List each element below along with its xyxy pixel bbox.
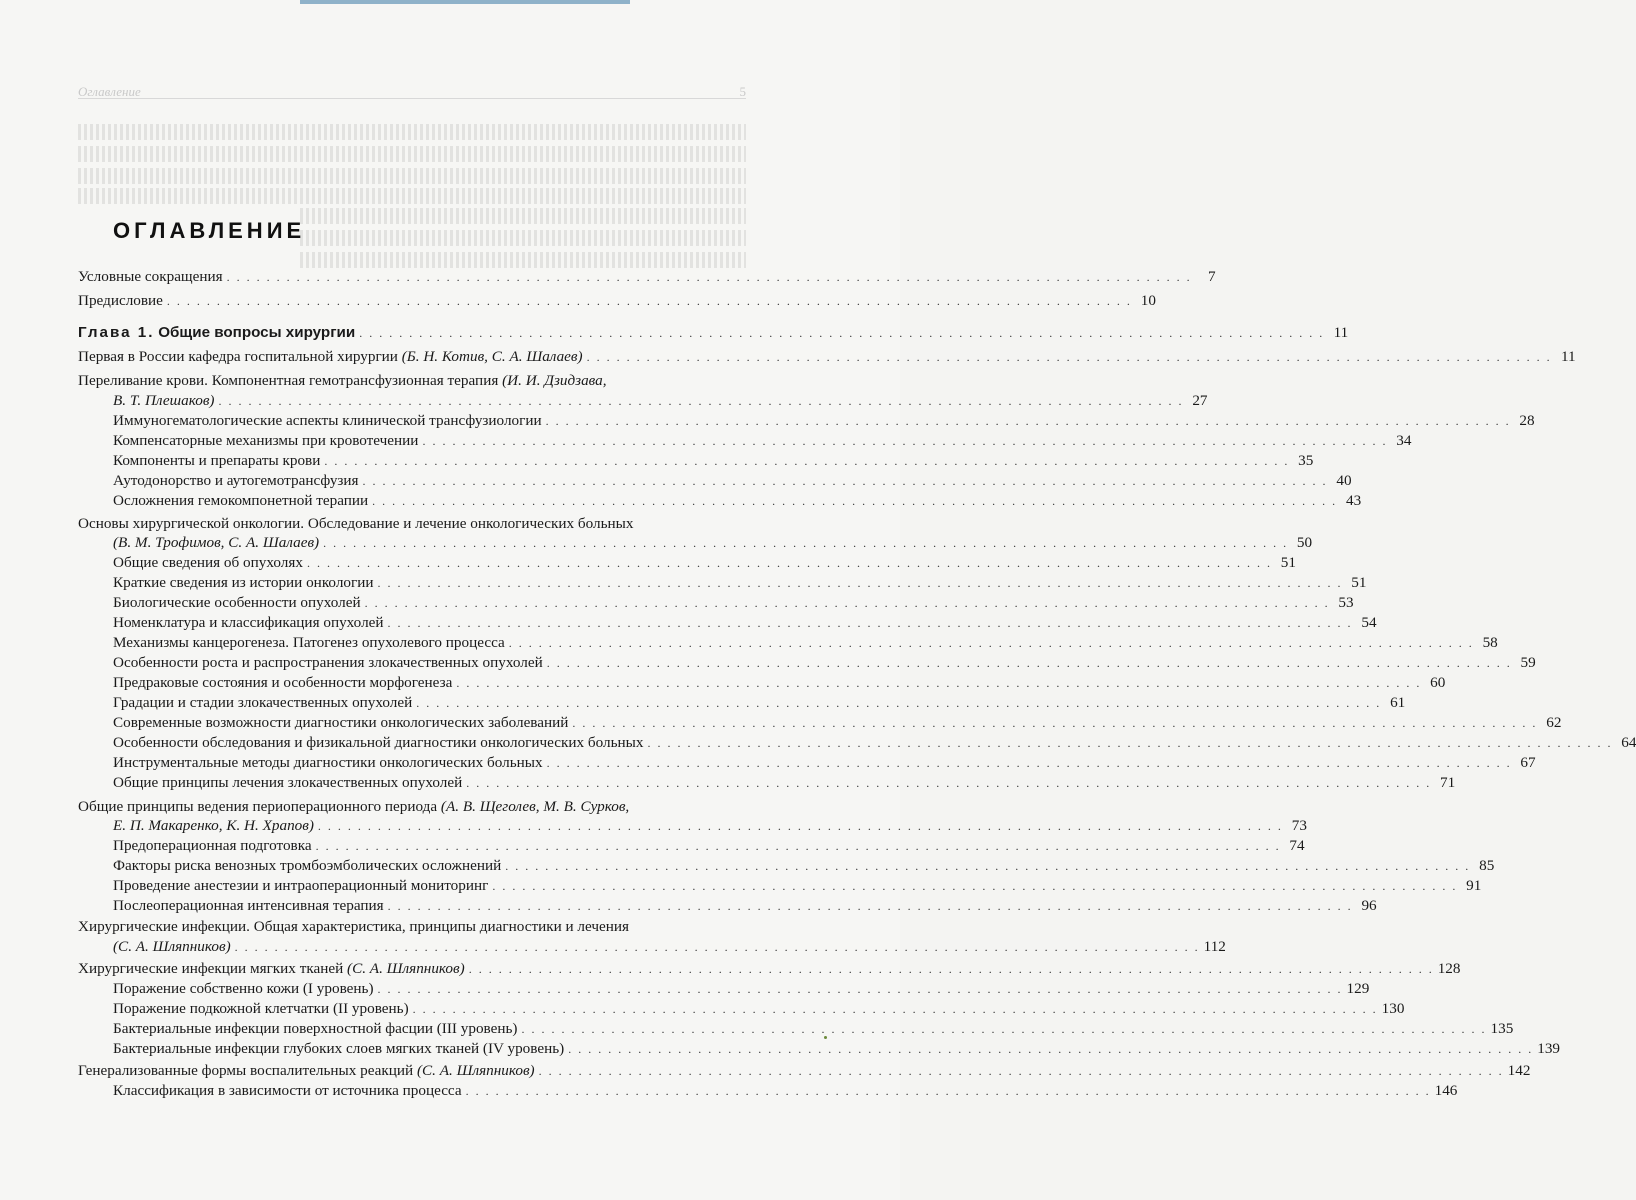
chapter-title: Общие вопросы хирургии bbox=[158, 324, 356, 341]
dot-leader bbox=[388, 895, 1353, 917]
dot-leader bbox=[219, 390, 1184, 412]
toc-subentry[interactable] bbox=[113, 490, 1362, 512]
toc-subentry[interactable] bbox=[113, 712, 1562, 734]
toc-subentry[interactable] bbox=[113, 470, 1352, 492]
show-through-header-left: Оглавление bbox=[78, 84, 141, 99]
toc-subentry[interactable] bbox=[113, 450, 1314, 472]
toc-entry-page: 91 bbox=[1466, 877, 1482, 894]
toc-entry-line1[interactable] bbox=[78, 370, 746, 392]
toc-subentry[interactable] bbox=[113, 652, 1536, 674]
dot-leader bbox=[377, 572, 1342, 594]
dot-leader bbox=[539, 1060, 1504, 1082]
toc-entry-title: Факторы риска венозных тромбоэмболических осложнений bbox=[113, 857, 502, 874]
dot-leader bbox=[568, 1038, 1533, 1060]
dot-leader bbox=[235, 936, 1200, 958]
dot-leader bbox=[466, 772, 1431, 794]
toc-entry-page: 146 bbox=[1434, 1082, 1458, 1099]
toc-entry-title: Поражение подкожной клетчатки (II уровень) bbox=[113, 1000, 409, 1017]
toc-entry-page: 112 bbox=[1203, 938, 1226, 955]
toc-entry-title: Краткие сведения из истории онкологии bbox=[113, 574, 374, 591]
toc-entry-authors-cont: Е. П. Макаренко, К. Н. Храпов) bbox=[113, 817, 314, 834]
dot-leader bbox=[572, 712, 1537, 734]
dot-leader bbox=[587, 346, 1552, 368]
toc-entry-title: Поражение собственно кожи (I уровень) bbox=[113, 980, 374, 997]
toc-entry-title: Переливание крови. Компонентная гемотрансфузионная терапия bbox=[78, 372, 499, 389]
dot-leader bbox=[318, 815, 1283, 837]
toc-entry-page: 96 bbox=[1361, 897, 1377, 914]
toc-title: ОГЛАВЛЕНИЕ bbox=[113, 218, 306, 243]
toc-chapter-entry[interactable] bbox=[78, 322, 1349, 344]
toc-entry-title: Генерализованные формы воспалительных реакций bbox=[78, 1062, 414, 1079]
dot-leader bbox=[547, 652, 1512, 674]
toc-entry-authors: (А. В. Щеголев, М. В. Сурков, bbox=[440, 798, 630, 815]
dot-leader bbox=[324, 450, 1289, 472]
toc-subentry[interactable] bbox=[113, 732, 1636, 754]
toc-entry-line1[interactable] bbox=[78, 916, 746, 938]
toc-entry[interactable] bbox=[78, 958, 1461, 980]
toc-entry-title: Механизмы канцерогенеза. Патогенез опухолевого процесса bbox=[113, 634, 505, 651]
toc-entry-page: 130 bbox=[1381, 1000, 1405, 1017]
dot-leader bbox=[647, 732, 1612, 754]
toc-entry-page: 60 bbox=[1430, 674, 1446, 691]
toc-entry-page: 11 bbox=[1333, 324, 1349, 341]
toc-entry-title: Аутодонорство и аутогемотрансфузия bbox=[113, 472, 359, 489]
toc-entry-title: Биологические особенности опухолей bbox=[113, 594, 361, 611]
toc-entry-page: 61 bbox=[1390, 694, 1406, 711]
toc-entry-page: 27 bbox=[1192, 392, 1208, 409]
toc-entry-authors: (С. А. Шляпников) bbox=[416, 1062, 535, 1079]
toc-entry-page: 53 bbox=[1338, 594, 1354, 611]
toc-entry-page: 34 bbox=[1396, 432, 1412, 449]
show-through-header-right: 5 bbox=[739, 84, 746, 99]
toc-entry-page: 28 bbox=[1519, 412, 1535, 429]
toc-entry-page: 128 bbox=[1437, 960, 1461, 977]
toc-entry[interactable] bbox=[78, 346, 1576, 368]
dot-leader bbox=[413, 998, 1378, 1020]
dot-leader bbox=[466, 1080, 1431, 1102]
toc-subentry[interactable] bbox=[113, 632, 1498, 654]
dot-leader bbox=[323, 532, 1288, 554]
toc-subentry[interactable] bbox=[113, 692, 1406, 714]
toc-subentry[interactable] bbox=[113, 592, 1354, 614]
dot-leader bbox=[505, 855, 1470, 877]
dot-leader bbox=[363, 470, 1328, 492]
toc-entry-title: Компенсаторные механизмы при кровотечении bbox=[113, 432, 419, 449]
toc-entry[interactable] bbox=[78, 266, 1216, 288]
toc-entry-title: Современные возможности диагностики онкологических заболеваний bbox=[113, 714, 569, 731]
toc-entry-title: Инструментальные методы диагностики онкологических больных bbox=[113, 754, 543, 771]
toc-entry-page: 51 bbox=[1280, 554, 1296, 571]
toc-entry-title: Первая в России кафедра госпитальной хирургии bbox=[78, 348, 398, 365]
dot-leader bbox=[509, 632, 1474, 654]
toc-subentry[interactable] bbox=[113, 875, 1482, 897]
toc-subentry[interactable] bbox=[113, 612, 1377, 634]
toc-entry-page: 135 bbox=[1490, 1020, 1514, 1037]
toc-entry-page: 51 bbox=[1351, 574, 1367, 591]
print-speck bbox=[824, 1036, 827, 1039]
toc-entry-title: Проведение анестезии и интраоперационный мониторинг bbox=[113, 877, 489, 894]
dot-leader bbox=[492, 875, 1457, 897]
toc-subentry[interactable] bbox=[113, 835, 1305, 857]
toc-entry-page: 50 bbox=[1296, 534, 1313, 551]
toc-entry-page: 67 bbox=[1520, 754, 1536, 771]
toc-entry-line2[interactable] bbox=[113, 532, 1313, 554]
dot-leader bbox=[372, 490, 1337, 512]
dot-leader bbox=[388, 612, 1353, 634]
dot-leader bbox=[522, 1018, 1487, 1040]
toc-entry-title: Осложнения гемокомпонетной терапии bbox=[113, 492, 369, 509]
dot-leader bbox=[547, 752, 1512, 774]
toc-entry-authors: (С. А. Шляпников) bbox=[347, 960, 465, 977]
toc-entry-line2[interactable] bbox=[113, 815, 1307, 837]
toc-subentry[interactable] bbox=[113, 672, 1446, 694]
toc-entry-title: Особенности обследования и физикальной диагностики онкологических больных bbox=[113, 734, 644, 751]
dot-leader bbox=[422, 430, 1387, 452]
toc-entry-line2[interactable] bbox=[113, 390, 1208, 412]
dot-leader bbox=[456, 672, 1421, 694]
dot-leader bbox=[316, 835, 1281, 857]
toc-entry-page: 43 bbox=[1345, 492, 1362, 509]
toc-entry-page: 40 bbox=[1336, 472, 1352, 489]
toc-entry-line2[interactable] bbox=[113, 936, 1226, 958]
toc-subentry[interactable] bbox=[113, 572, 1367, 594]
toc-entry-title: Классификация в зависимости от источника процесса bbox=[113, 1082, 462, 1099]
toc-entry-title: Предоперационная подготовка bbox=[113, 837, 312, 854]
toc-entry-authors-cont: (С. А. Шляпников) bbox=[113, 938, 231, 955]
toc-entry-authors-cont: В. Т. Плешаков) bbox=[113, 392, 215, 409]
toc-entry-page: 142 bbox=[1507, 1062, 1531, 1079]
chapter-label: Глава 1. bbox=[78, 324, 155, 341]
toc-subentry[interactable] bbox=[113, 855, 1495, 877]
toc-subentry[interactable] bbox=[113, 895, 1377, 917]
dot-leader bbox=[365, 592, 1330, 614]
toc-entry-authors: (И. И. Дзидзава, bbox=[502, 372, 607, 389]
toc-entry-title: Номенклатура и классификация опухолей bbox=[113, 614, 384, 631]
toc-subentry[interactable] bbox=[113, 410, 1535, 432]
toc-entry-page: 74 bbox=[1289, 837, 1305, 854]
toc-entry-title: Бактериальные инфекции поверхностной фасции (III уровень) bbox=[113, 1020, 518, 1037]
dot-leader bbox=[227, 266, 1192, 288]
toc-entry-page: 58 bbox=[1482, 634, 1498, 651]
toc-subentry[interactable] bbox=[113, 1018, 1514, 1040]
toc-entry-title: Иммуногематологические аспекты клинической трансфузиологии bbox=[113, 412, 542, 429]
toc-entry-title: Общие принципы лечения злокачественных опухолей bbox=[113, 774, 463, 791]
toc-subentry[interactable] bbox=[113, 752, 1536, 774]
toc-entry-title: Хирургические инфекции мягких тканей bbox=[78, 960, 344, 977]
dot-leader bbox=[167, 290, 1132, 312]
toc-entry[interactable] bbox=[78, 1060, 1531, 1082]
toc-subentry[interactable] bbox=[113, 552, 1296, 574]
toc-entry-title: Общие сведения об опухолях bbox=[113, 554, 303, 571]
toc-entry-title: Особенности роста и распространения злокачественных опухолей bbox=[113, 654, 543, 671]
toc-entry-title: Бактериальные инфекции глубоких слоев мягких тканей (IV уровень) bbox=[113, 1040, 565, 1057]
toc-subentry[interactable] bbox=[113, 978, 1370, 1000]
toc-entry-page: 59 bbox=[1520, 654, 1536, 671]
toc-subentry[interactable] bbox=[113, 1038, 1560, 1060]
toc-entry[interactable] bbox=[78, 290, 1156, 312]
toc-entry-title: Предисловие bbox=[78, 292, 163, 309]
toc-entry-authors-cont: (В. М. Трофимов, С. А. Шалаев) bbox=[113, 534, 320, 551]
dot-leader bbox=[416, 692, 1381, 714]
dot-leader bbox=[546, 410, 1511, 432]
toc-entry-page: 64 bbox=[1621, 734, 1636, 751]
toc-entry-title: Хирургические инфекции. Общая характеристика, принципы диагностики и лечения bbox=[78, 918, 629, 935]
toc-entry-authors: (Б. Н. Котив, С. А. Шалаев) bbox=[401, 348, 583, 365]
toc-entry-page: 10 bbox=[1140, 292, 1156, 309]
dot-leader bbox=[378, 978, 1343, 1000]
toc-subentry[interactable] bbox=[113, 998, 1405, 1020]
toc-entry-title: Общие принципы ведения периоперационного периода bbox=[78, 798, 438, 815]
toc-entry-page: 71 bbox=[1440, 774, 1456, 791]
toc-entry-page: 62 bbox=[1546, 714, 1562, 731]
toc-entry-page: 11 bbox=[1560, 348, 1576, 365]
toc-subentry[interactable] bbox=[113, 430, 1412, 452]
toc-entry-title: Предраковые состояния и особенности морфогенеза bbox=[113, 674, 453, 691]
toc-entry-page: 35 bbox=[1298, 452, 1314, 469]
dot-leader bbox=[307, 552, 1272, 574]
toc-entry-title: Условные сокращения bbox=[78, 268, 223, 285]
toc-entry-page: 129 bbox=[1346, 980, 1370, 997]
toc-entry-title: Градации и стадии злокачественных опухолей bbox=[113, 694, 413, 711]
toc-entry-title: Компоненты и препараты крови bbox=[113, 452, 321, 469]
toc-subentry[interactable] bbox=[113, 772, 1456, 794]
toc-entry-page: 54 bbox=[1361, 614, 1377, 631]
toc-subentry[interactable] bbox=[113, 1080, 1458, 1102]
toc-entry-page: 139 bbox=[1537, 1040, 1560, 1057]
toc-entry-title: Основы хирургической онкологии. Обследование и лечение онкологических больных bbox=[78, 515, 634, 532]
toc-entry-page: 73 bbox=[1291, 817, 1307, 834]
toc-entry-title: Послеоперационная интенсивная терапия bbox=[113, 897, 384, 914]
toc-entry-page: 85 bbox=[1479, 857, 1495, 874]
toc-entry-page: 7 bbox=[1208, 268, 1216, 285]
dot-leader bbox=[359, 322, 1324, 344]
dot-leader bbox=[469, 958, 1434, 980]
